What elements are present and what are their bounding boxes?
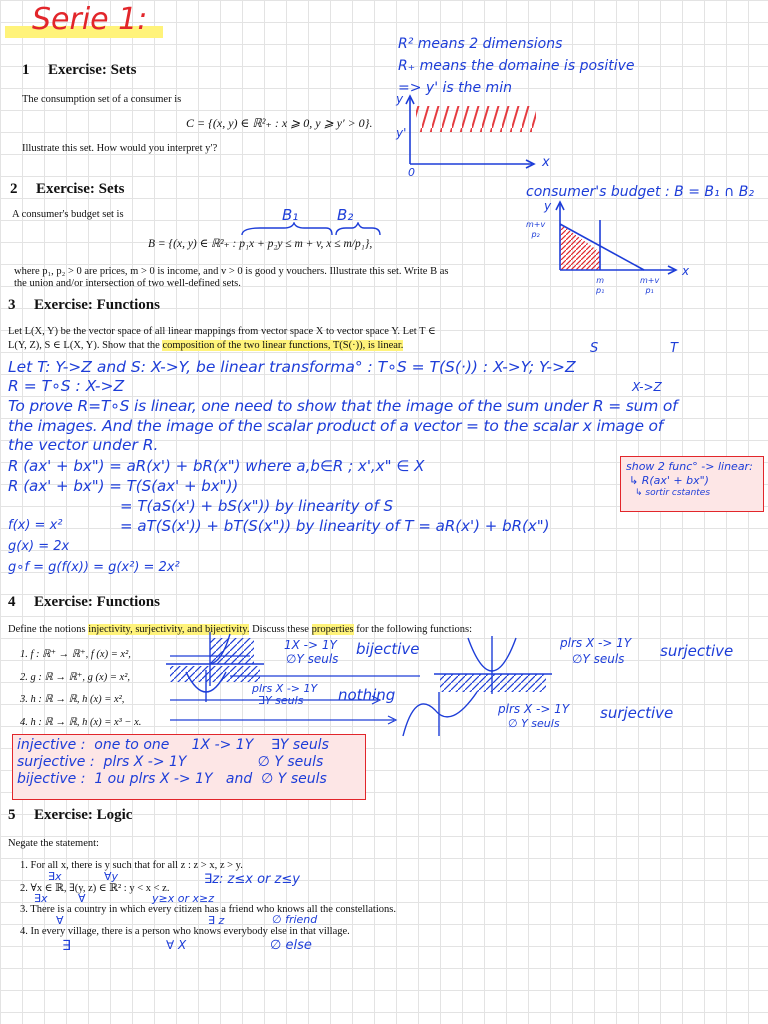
- neg-3c: ∅ friend: [272, 913, 318, 926]
- note-box-linear: show 2 func° -> linear: ↳ R(ax' + bx") ↳ sortir cstantes: [620, 456, 764, 512]
- section-3-text-1: Let L(X, Y) be the vector space of all linear mappings from vector space X to vector space Y. Let T ∈: [8, 326, 436, 337]
- ann-h-b: ∃Y seuls: [258, 694, 304, 707]
- function-item-4: 4. h : ℝ → ℝ, h (x) = x³ − x.: [20, 717, 142, 728]
- neg-3a: ∀: [56, 914, 64, 927]
- hw-line-6: R (ax' + bx") = aR(x') + bR(x") where a,b∈R ; x',x" ∈ X: [8, 457, 425, 475]
- section-2-text: A consumer's budget set is: [12, 209, 124, 220]
- function-item-2: 2. g : ℝ → ℝ⁺, g (x) = x²,: [20, 672, 130, 683]
- ann-cubic-b: ∅ Y seuls: [508, 717, 560, 730]
- neg-1b: ∀y: [104, 870, 119, 883]
- section-2-heading: 2 Exercise: Sets: [10, 181, 125, 197]
- graph2-y-label: y: [544, 199, 552, 213]
- section-2-desc-1: where p₁, p₂ > 0 are prices, m > 0 is income, and v > 0 is good y vouchers. Illustrate this set. Write B as: [14, 266, 449, 277]
- hw-gof: g∘f = g(f(x)) = g(x²) = 2x²: [8, 560, 180, 575]
- ann-g-b: ∅Y seuls: [572, 652, 625, 666]
- ann-h-a: plrs X -> 1Y: [252, 682, 318, 695]
- neg-1c: ∃z: z≤x or z≤y: [204, 872, 300, 887]
- section-4-heading: 4 Exercise: Functions: [8, 594, 160, 610]
- hw-s-label: S: [590, 341, 599, 356]
- hw-line-7: R (ax' + bx") = T(S(ax' + bx")): [8, 477, 239, 495]
- logic-item-3: 3. There is a country in which every citizen has a friend who knows all the constellations.: [20, 904, 396, 915]
- neg-4b: ∀ X: [166, 938, 187, 952]
- definitions-box: injective : one to one 1X -> 1Y ∃Y seuls surjective : plrs X -> 1Y ∅ Y seuls bijective : 1 ou plrs X -> 1Y and ∅ Y seuls: [12, 734, 366, 800]
- hw-g-def: g(x) = 2x: [8, 539, 70, 554]
- ann-h-c: nothing: [338, 686, 396, 704]
- ann-f-b: ∅Y seuls: [286, 652, 339, 666]
- graph1-origin: 0: [408, 166, 415, 179]
- neg-2a: ∃x: [34, 892, 48, 905]
- note-r-positive: R₊ means the domaine is positive: [398, 58, 635, 74]
- ann-g-c: surjective: [660, 642, 734, 660]
- brace-label-b1: B₁: [282, 206, 299, 224]
- hw-line-8: = T(aS(x') + bS(x")) by linearity of S: [120, 497, 394, 515]
- graph2-label-m-p1: m p₁: [596, 276, 605, 295]
- hw-line-1b: X->Z: [632, 380, 662, 394]
- function-item-1: 1. f : ℝ⁺ → ℝ⁺, f (x) = x²,: [20, 649, 131, 660]
- logic-item-2: 2. ∀x ∈ ℝ, ∃(y, z) ∈ ℝ² : y < x < z.: [20, 883, 170, 894]
- section-5-intro: Negate the statement:: [8, 838, 99, 849]
- neg-3b: ∃ z: [208, 914, 225, 927]
- hw-line-9: = aT(S(x')) + bT(S(x")) by linearity of T = aR(x') + bR(x"): [120, 517, 550, 535]
- graph1-yprime-label: y': [396, 126, 407, 140]
- neg-2b: ∀: [78, 892, 86, 905]
- logic-item-4: 4. In every village, there is a person who knows everybody else in that village.: [20, 926, 350, 937]
- neg-4c: ∅ else: [270, 938, 312, 953]
- note-y-min: => y' is the min: [398, 80, 512, 96]
- brace-label-b2: B₂: [337, 206, 354, 224]
- neg-2c: y≥x or x≥z: [152, 892, 214, 905]
- hw-line-5: the vector under R.: [8, 436, 159, 454]
- page-title: Serie 1:: [32, 2, 148, 37]
- section-2-formula: B = {(x, y) ∈ ℝ²₊ : p₁x + p₂y ≤ m + v, x ≤ m/p₁},: [148, 238, 373, 250]
- graph2-x-label: x: [682, 264, 690, 278]
- hw-line-1: Let T: Y->Z and S: X->Y, be linear transforma° : T∘S = T(S(·)) : X->Y; Y->Z: [8, 358, 576, 376]
- hw-f-def: f(x) = x²: [8, 518, 63, 533]
- section-3-text-2: L(Y, Z), S ∈ L(X, Y). Show that the composition of the two linear functions, T(S(·)), is linear.: [8, 340, 404, 351]
- braces-b1-b2: [240, 222, 390, 236]
- graph1-y-label: y: [396, 92, 404, 106]
- section-1-formula: C = {(x, y) ∈ ℝ²₊ : x ⩾ 0, y ⩾ y′ > 0}.: [186, 116, 373, 130]
- graph2-label-mv-p1: m+v p₁: [640, 276, 660, 295]
- graph-budget-set: [546, 200, 706, 292]
- ann-cubic-c: surjective: [600, 704, 674, 722]
- function-item-3: 3. h : ℝ → ℝ, h (x) = x²,: [20, 694, 125, 705]
- section-4-text: Define the notions injectivity, surjectivity, and bijectivity. Discuss these properties for the following functions:: [8, 624, 472, 635]
- ann-f-a: 1X -> 1Y: [284, 638, 337, 652]
- ann-g-a: plrs X -> 1Y: [560, 636, 632, 650]
- section-5-heading: 5 Exercise: Logic: [8, 807, 133, 823]
- hw-line-3: To prove R=T∘S is linear, one need to show that the image of the sum under R = sum of: [8, 397, 678, 415]
- section-2-desc-2: the union and/or intersection of two well-defined sets.: [14, 278, 241, 289]
- note-budget: consumer's budget : B = B₁ ∩ B₂: [526, 184, 754, 200]
- neg-4a: ∃: [62, 938, 71, 954]
- hw-line-2: R = T∘S : X->Z: [8, 377, 125, 395]
- graph2-label-mv-p2: m+v p₂: [526, 220, 546, 239]
- ann-cubic-a: plrs X -> 1Y: [498, 702, 570, 716]
- hw-line-4: the images. And the image of the scalar product of a vector = to the scalar x image of: [8, 417, 664, 435]
- section-1-heading: 1 Exercise: Sets: [22, 62, 137, 78]
- note-r2-dimensions: R² means 2 dimensions: [398, 36, 563, 52]
- hw-t-label: T: [670, 341, 678, 356]
- ann-f-c: bijective: [356, 640, 420, 658]
- graph1-x-label: x: [542, 155, 550, 170]
- section-1-text: The consumption set of a consumer is: [22, 94, 182, 105]
- section-3-heading: 3 Exercise: Functions: [8, 297, 160, 313]
- neg-1a: ∃x: [48, 870, 62, 883]
- logic-item-1: 1. For all x, there is y such that for all z : z > x, z > y.: [20, 860, 243, 871]
- graph-consumption-set: [392, 94, 562, 178]
- section-1-question: Illustrate this set. How would you interpret y′?: [22, 143, 218, 154]
